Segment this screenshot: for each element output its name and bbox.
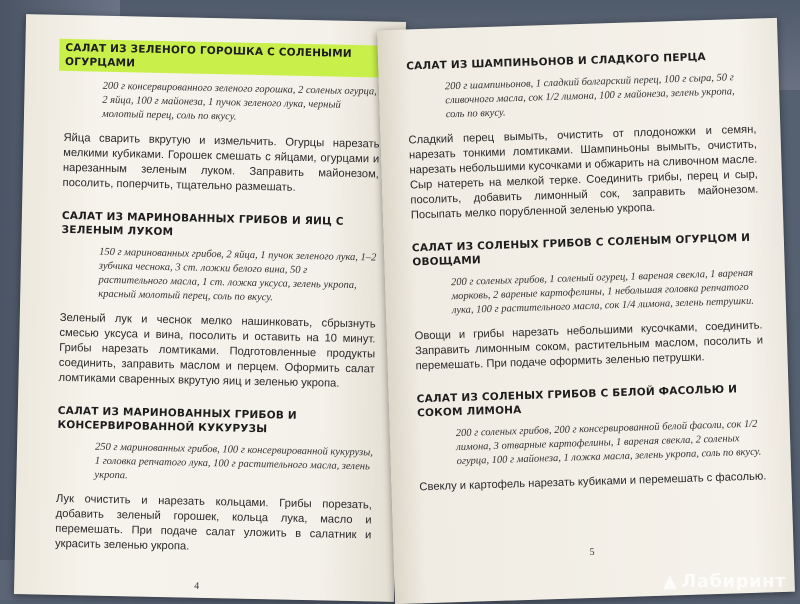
recipe-instructions: Сладкий перец вымыть, очистить от плодоножки и семян, нарезать тонкими ломтиками. Шампиньоны вымыть, очистить, нарезать небольшими кусочками и обжарить на сливочном масле. Сыр натереть на мелкой терке. Соединить грибы, перец и сыр, посолить, добавить лимонный сок, заправить майонезом. Посыпать мелко порубленной зеленью укропа. (408, 123, 759, 222)
recipe-ingredients: 200 г шампиньонов, 1 сладкий болгарский перец, 100 г сыра, 50 г сливочного масла, сок 1/2 лимона, 100 г майонеза, зелень укропа, соль по вкусу. (444, 72, 735, 121)
recipe-instructions: Яйца сварить вкрутую и измельчить. Огурцы нарезать мелкими кубиками. Горошек смешать с яйцами, огурцами и нарезанным зеленым луком. Заправить майонезом, посолить, поперчить, тщательно размешать. (62, 131, 380, 194)
watermark-logo (663, 571, 786, 592)
recipe-instructions: Лук очистить и нарезать кольцами. Грибы порезать, добавить зеленый горошек, кольца лука, масло и перемешать. При подаче салат уложить в салатник и украсить зеленью укропа. (54, 492, 373, 553)
recipe-ingredients: 200 г соленых грибов, 1 соленый огурец, 1 вареная свекла, 1 вареная морковь, 2 вареные картофелины, 1 небольшая головка репчатого лука, 100 г растительного масла, сок 1/4 лимона, зелень петрушки. (450, 267, 755, 317)
recipe-instructions: Свеклу и картофель нарезать кубиками и перемешать с фасолью. (419, 470, 767, 494)
recipe-instructions: Зеленый лук и чеснок мелко нашинковать, сбрызнуть смесью уксуса и вина, посолить и оставить на 10 минут. Грибы нарезать ломтиками. Подготовленные продукты соединить, заправить маслом и перцем. Оформить салат ломтиками сваренных вкрутую яиц и зеленью укропа. (58, 311, 376, 390)
recipe-title: САЛАТ ИЗ МАРИНОВАННЫХ ГРИБОВ И КОНСЕРВИРОВАННОЙ КУКУРУЗЫ (57, 404, 297, 436)
recipe-title: САЛАТ ИЗ СОЛЕНЫХ ГРИБОВ С СОЛЕНЫМ ОГУРЦОМ И ОВОЩАМИ (411, 231, 751, 269)
recipe-ingredients: 250 г маринованных грибов, 100 г консервированной кукурузы, 1 головка репчатого лука, 100 г растительного масла, зелень укропа. (94, 441, 374, 482)
page-number: 5 (589, 546, 595, 559)
recipe-title: САЛАТ ИЗ СОЛЕНЫХ ГРИБОВ С БЕЛОЙ ФАСОЛЬЮ И СОКОМ ЛИМОНА (416, 383, 738, 420)
recipe-title: САЛАТ ИЗ ШАМПИНЬОНОВ И СЛАДКОГО ПЕРЦА (406, 51, 706, 73)
recipe-title: САЛАТ ИЗ МАРИНОВАННЫХ ГРИБОВ И ЯИЦ С ЗЕЛЕНЫМ ЛУКОМ (61, 209, 344, 239)
right-page-content (377, 18, 795, 604)
left-page-content (14, 14, 406, 602)
right-page (377, 18, 795, 604)
left-page (14, 14, 406, 602)
recipe-ingredients: 200 г соленых грибов, 200 г консервированной белой фасоли, сок 1/2 лимона, 3 отварные картофелины, 1 вареная свекла, 2 соленых огурца, 100 г майонеза, 1 ложка масла, зелень укропа, соль по вкусу. (455, 418, 762, 468)
watermark-text: Лабиринт (681, 571, 786, 592)
page-number: 4 (194, 580, 200, 592)
recipe-ingredients: 150 г маринованных грибов, 2 яйца, 1 пучок зеленого лука, 1–2 зубчика чеснока, 3 ст. ложки белого вина, 50 г растительного масла, 1 ст. ложка уксуса, зелень укропа, красный молотый перец, соль по вкусу. (98, 246, 377, 304)
recipe-ingredients: 200 г консервированного зеленого горошка, 2 соленых огурца, 2 яйца, 100 г майонеза, 1 пучок зеленого лука, черный молотый перец, соль по вкусу. (101, 80, 377, 123)
recipe-instructions: Овощи и грибы нарезать небольшими кусочками, соединить. Заправить лимонным соком, растительным маслом, посолить и перемешать. При подаче оформить зеленью петрушки. (414, 319, 764, 373)
labirint-logo-icon: ▲ (663, 571, 678, 592)
recipe-title: САЛАТ ИЗ ЗЕЛЕНОГО ГОРОШКА С СОЛЕНЫМИ ОГУРЦАМИ (59, 39, 382, 78)
